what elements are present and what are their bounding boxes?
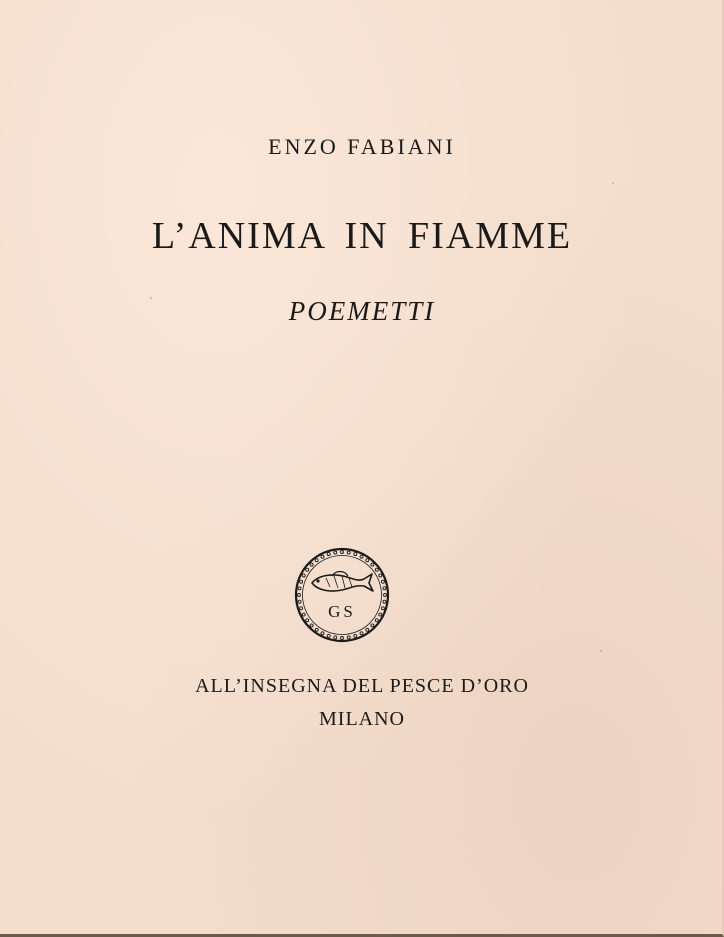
book-title: L’ANIMA IN FIAMME — [151, 215, 573, 257]
seal-dot — [327, 634, 330, 637]
fish-seal-icon — [296, 549, 388, 641]
seal-dot — [381, 580, 384, 583]
seal-dot — [310, 624, 313, 627]
seal-dot — [375, 568, 378, 571]
paper-speck — [150, 297, 152, 299]
seal-dot — [321, 555, 324, 558]
seal-dot — [375, 619, 378, 622]
seal-dot — [315, 628, 318, 631]
seal-dot — [310, 563, 313, 566]
seal-dot — [306, 568, 309, 571]
seal-dot — [315, 559, 318, 562]
seal-initials: GS — [328, 602, 356, 621]
seal-dot — [306, 619, 309, 622]
seal-dot — [354, 553, 357, 556]
seal-dot — [341, 551, 344, 554]
seal-dot — [300, 580, 303, 583]
publisher-city: MILANO — [319, 708, 405, 730]
seal-dot — [341, 637, 344, 640]
seal-dot — [379, 574, 382, 577]
book-subtitle: POEMETTI — [288, 296, 436, 326]
seal-dot — [384, 594, 387, 597]
publisher-mark — [292, 545, 392, 645]
seal-dot — [302, 613, 305, 616]
seal-dot — [327, 553, 330, 556]
seal-dot — [334, 551, 337, 554]
seal-dot — [366, 559, 369, 562]
seal-dot — [371, 624, 374, 627]
seal-dot — [302, 574, 305, 577]
seal-dot — [383, 600, 386, 603]
seal-dot — [298, 600, 301, 603]
paper-speck — [600, 650, 602, 652]
seal-dot — [347, 551, 350, 554]
publisher-name: ALL’INSEGNA DEL PESCE D’ORO — [195, 675, 529, 697]
seal-dot — [360, 632, 363, 635]
paper-speck — [612, 182, 614, 184]
seal-dot — [334, 636, 337, 639]
seal-dot — [360, 555, 363, 558]
author-name: ENZO FABIANI — [268, 134, 456, 159]
seal-dot — [383, 587, 386, 590]
seal-dot — [321, 632, 324, 635]
seal-dot — [298, 594, 301, 597]
seal-dot — [300, 607, 303, 610]
seal-dot — [298, 587, 301, 590]
seal-dot — [381, 607, 384, 610]
seal-dot — [366, 628, 369, 631]
seal-dot — [379, 613, 382, 616]
seal-dot — [347, 636, 350, 639]
seal-dot — [371, 563, 374, 566]
seal-dot — [354, 634, 357, 637]
